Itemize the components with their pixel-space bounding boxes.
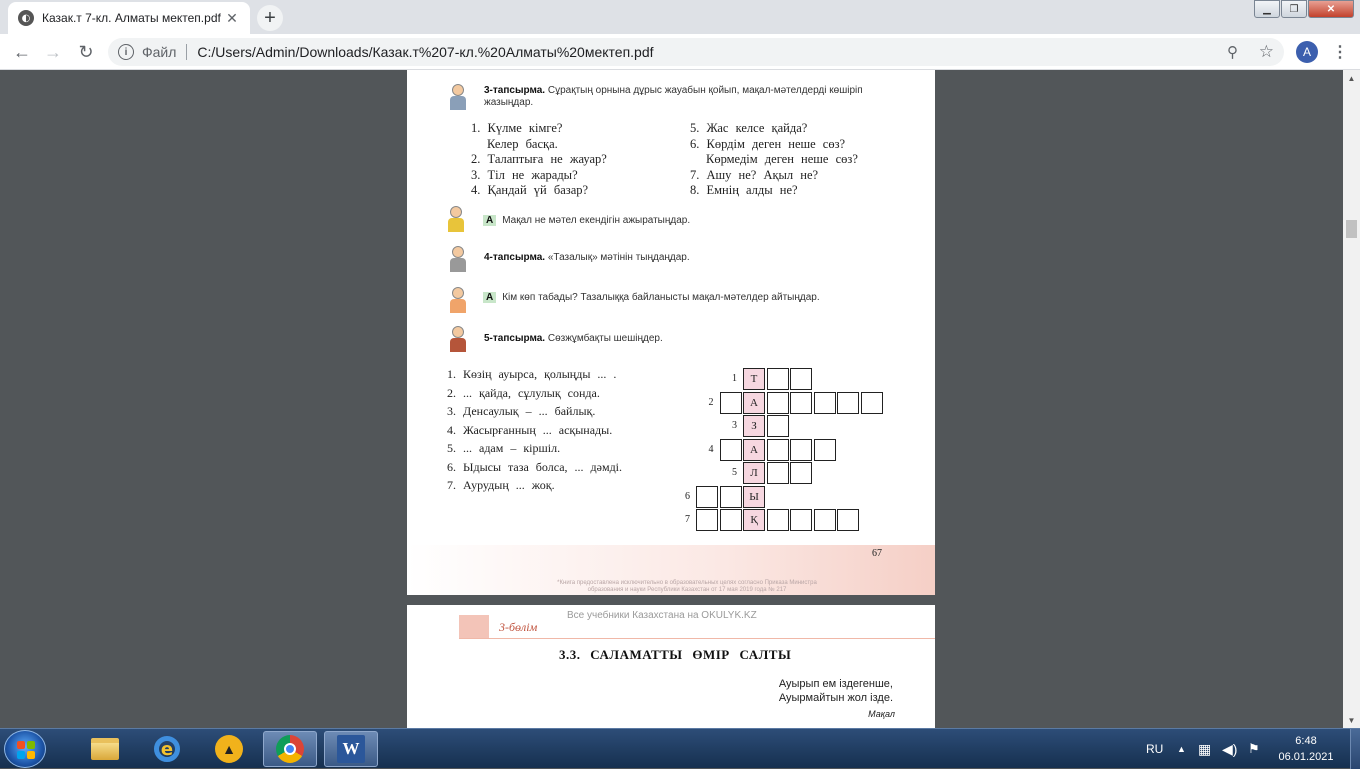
profile-avatar[interactable]: A (1296, 41, 1318, 63)
show-hidden-icons[interactable]: ▲ (1177, 744, 1186, 754)
list-item: 4. Қандай үй базар? (471, 183, 589, 197)
pdf-viewer (0, 70, 1360, 728)
crossword-key-cell: А (743, 392, 765, 414)
crossword-row-number: 3 (732, 420, 737, 431)
list-item: Келер басқа. (487, 136, 558, 151)
crossword-key-cell: З (743, 415, 765, 437)
tab-pdf[interactable] (8, 2, 250, 34)
task4-heading (484, 252, 690, 263)
pupil-illustration-icon (449, 326, 467, 352)
section-tab-marker (459, 615, 489, 639)
task3-right-list (690, 121, 858, 199)
pupil-illustration-icon (449, 246, 467, 272)
pupil-illustration-icon (449, 84, 467, 110)
crossword-row-number: 6 (685, 490, 690, 502)
crossword-cell (720, 439, 742, 461)
back-button[interactable]: ← (13, 41, 31, 62)
reload-button[interactable]: ↻ (78, 41, 94, 62)
chrome-icon (276, 735, 304, 763)
taskbar-word[interactable] (324, 731, 378, 767)
crossword-cell (837, 392, 859, 414)
crossword-cell (861, 392, 883, 414)
close-window-button[interactable]: ✕ (1308, 0, 1354, 18)
list-item: 2. Талаптыға не жауар? (471, 152, 607, 166)
crossword-cell (767, 439, 789, 461)
crossword-cell (696, 509, 718, 531)
taskA1-text: Мақал не мәтел екендігін ажыратыңдар. (502, 215, 691, 226)
network-icon[interactable]: ▦ (1198, 740, 1212, 757)
crossword-cell (767, 462, 789, 484)
taskbar-ie[interactable] (140, 731, 194, 767)
task3-title: 3-тапсырма. (484, 85, 546, 96)
crossword-cell (814, 392, 836, 414)
crossword-row-number: 7 (685, 514, 690, 525)
epigraph (779, 677, 893, 705)
folder-icon (91, 738, 119, 760)
browser-toolbar (0, 34, 1360, 70)
task3-left-list (471, 121, 607, 199)
crossword-cell (814, 439, 836, 461)
task3-text: Сұрақтың орнына дұрыс жауабын қойып, мақал-мәтелдерді көшіріп жазыңдар. (484, 85, 863, 108)
taskbar-explorer[interactable] (78, 731, 132, 767)
crossword-key-cell: Ы (743, 486, 765, 508)
forward-button[interactable]: → (44, 41, 62, 62)
crossword-cell (790, 509, 812, 531)
crossword-cell (720, 509, 742, 531)
clue-item: 6. Ыдысы таза болса, ... дәмді. (447, 459, 623, 474)
start-button[interactable] (4, 730, 46, 768)
taskbar-chrome[interactable] (263, 731, 317, 767)
crossword-cell (790, 392, 812, 414)
crossword-cell (767, 368, 789, 390)
taskA2-text: Кім көп табады? Тазалыққа байланысты мақал-мәтелдер айтыңдар. (502, 292, 820, 303)
site-info-icon[interactable]: i (118, 44, 134, 60)
level-a-badge: А (483, 215, 496, 226)
url-text[interactable]: C:/Users/Admin/Downloads/Казак.т%207-кл.%20Алматы%20мектеп.pdf (197, 44, 654, 60)
crossword-cell (720, 392, 742, 414)
crossword-row-number: 1 (732, 373, 737, 384)
minimize-button[interactable]: ▁ (1254, 0, 1280, 18)
show-desktop-button[interactable] (1350, 729, 1360, 769)
pdf-page-68 (407, 605, 935, 728)
list-item: 7. Ашу не? Ақыл не? (690, 167, 819, 182)
task3-heading (484, 85, 904, 109)
windows-logo-icon (17, 741, 35, 759)
crossword-cell (790, 368, 812, 390)
clue-item: 3. Денсаулық – ... байлық. (447, 404, 596, 418)
crossword-key-cell: А (743, 439, 765, 461)
disclaimer-text: *Книга предоставлена исключительно в образовательных целях согласно Приказа Министра образования и науки Республики Казахстан от 17 мая 2019 года № 217 (557, 580, 817, 593)
crossword-key-cell: Т (743, 368, 765, 390)
crossword-key-cell: Л (743, 462, 765, 484)
epigraph-line: Ауырып ем іздегенше, (778, 678, 893, 690)
task4-text: «Тазалық» мәтінін тыңдаңдар. (547, 252, 690, 263)
crossword-row-number: 2 (708, 396, 714, 408)
clue-item: 7. Аурудың ... жоқ. (447, 478, 555, 492)
pupil-illustration-icon (449, 287, 467, 313)
scroll-thumb[interactable] (1346, 220, 1357, 238)
crossword-clues (447, 365, 622, 495)
chrome-menu-icon[interactable]: ⋮ (1332, 44, 1348, 61)
system-clock[interactable] (1270, 733, 1342, 765)
crossword-cell (814, 509, 836, 531)
crossword-cell (720, 486, 742, 508)
close-tab-icon[interactable]: ✕ (226, 9, 238, 26)
new-tab-button[interactable]: + (257, 5, 283, 31)
crossword-cell (767, 415, 789, 437)
task5-heading (484, 333, 663, 344)
chapter-heading: 3.3. САЛАМАТТЫ ӨМІР САЛТЫ (559, 647, 792, 662)
crossword-row-number: 4 (708, 443, 714, 455)
scroll-up-icon[interactable]: ▲ (1347, 73, 1356, 83)
list-item: 5. Жас келсе қайда? (690, 121, 808, 135)
taskA2-line (483, 292, 820, 303)
list-item: 1. Күлме кімге? (471, 121, 563, 135)
taskbar-app[interactable] (202, 731, 256, 767)
crossword-cell (790, 439, 812, 461)
section-divider (459, 638, 935, 639)
crossword-cell (767, 509, 789, 531)
scroll-down-icon[interactable]: ▼ (1347, 715, 1356, 725)
bookmark-star-icon[interactable]: ☆ (1258, 42, 1274, 61)
list-item: 3. Тіл не жарады? (471, 167, 578, 182)
clue-item: 1. Көзің ауырса, қолыңды ... . (447, 367, 617, 381)
tab-title: Казак.т 7-кл. Алматы мектеп.pdf (42, 11, 221, 25)
crossword-cell (837, 509, 859, 531)
watermark-text: Все учебники Казахстана на OKULYK.KZ (567, 610, 757, 621)
taskbar (0, 728, 1360, 768)
triangle-app-icon: ▲ (215, 735, 243, 763)
crossword-row-number: 5 (732, 467, 737, 478)
task5-title: 5-тапсырма. (484, 333, 546, 344)
section-label: 3-бөлім (499, 620, 538, 634)
pdf-page-67 (407, 70, 935, 595)
epigraph-source: Мақал (868, 709, 895, 719)
file-label: Файл (142, 44, 177, 60)
word-icon: W (337, 735, 365, 763)
clock-date: 06.01.2021 (1278, 751, 1334, 763)
task4-title: 4-тапсырма. (484, 252, 546, 263)
list-item: 8. Емнің алды не? (690, 183, 798, 197)
tab-strip (0, 0, 1360, 34)
list-item: Көрмедім деген неше сөз? (706, 152, 858, 166)
page-number: 67 (872, 548, 882, 559)
crossword-cell (790, 462, 812, 484)
task5-text: Сөзжұмбақты шешіңдер. (547, 333, 663, 344)
list-item: 6. Көрдім деген неше сөз? (690, 136, 846, 151)
clue-item: 4. Жасырғанның ... асқынады. (447, 422, 613, 437)
crossword-cell (696, 486, 718, 508)
address-bar[interactable] (108, 38, 1284, 66)
taskA1-line (483, 215, 690, 226)
language-indicator[interactable]: RU (1146, 742, 1164, 756)
vertical-scrollbar[interactable] (1343, 70, 1360, 728)
pupil-illustration-icon (447, 206, 465, 232)
crossword-cell (767, 392, 789, 414)
clock-time: 6:48 (1295, 735, 1317, 747)
level-a-badge: А (483, 292, 496, 303)
pdf-favicon-icon: ◐ (18, 10, 34, 26)
maximize-button[interactable]: ❐ (1281, 0, 1307, 18)
zoom-icon[interactable]: ⚲ (1227, 44, 1238, 61)
epigraph-line: Ауырмайтын жол ізде. (778, 692, 893, 704)
action-center-icon[interactable]: ⚑ (1248, 741, 1260, 756)
clue-item: 5. ... адам – кіршіл. (447, 441, 561, 455)
internet-explorer-icon: e (154, 736, 180, 762)
address-separator (186, 44, 187, 60)
clue-item: 2. ... қайда, сұлулық сонда. (447, 385, 600, 400)
crossword-key-cell: Қ (743, 509, 765, 531)
window-controls (1253, 0, 1354, 18)
volume-icon[interactable]: ◀) (1222, 740, 1238, 757)
